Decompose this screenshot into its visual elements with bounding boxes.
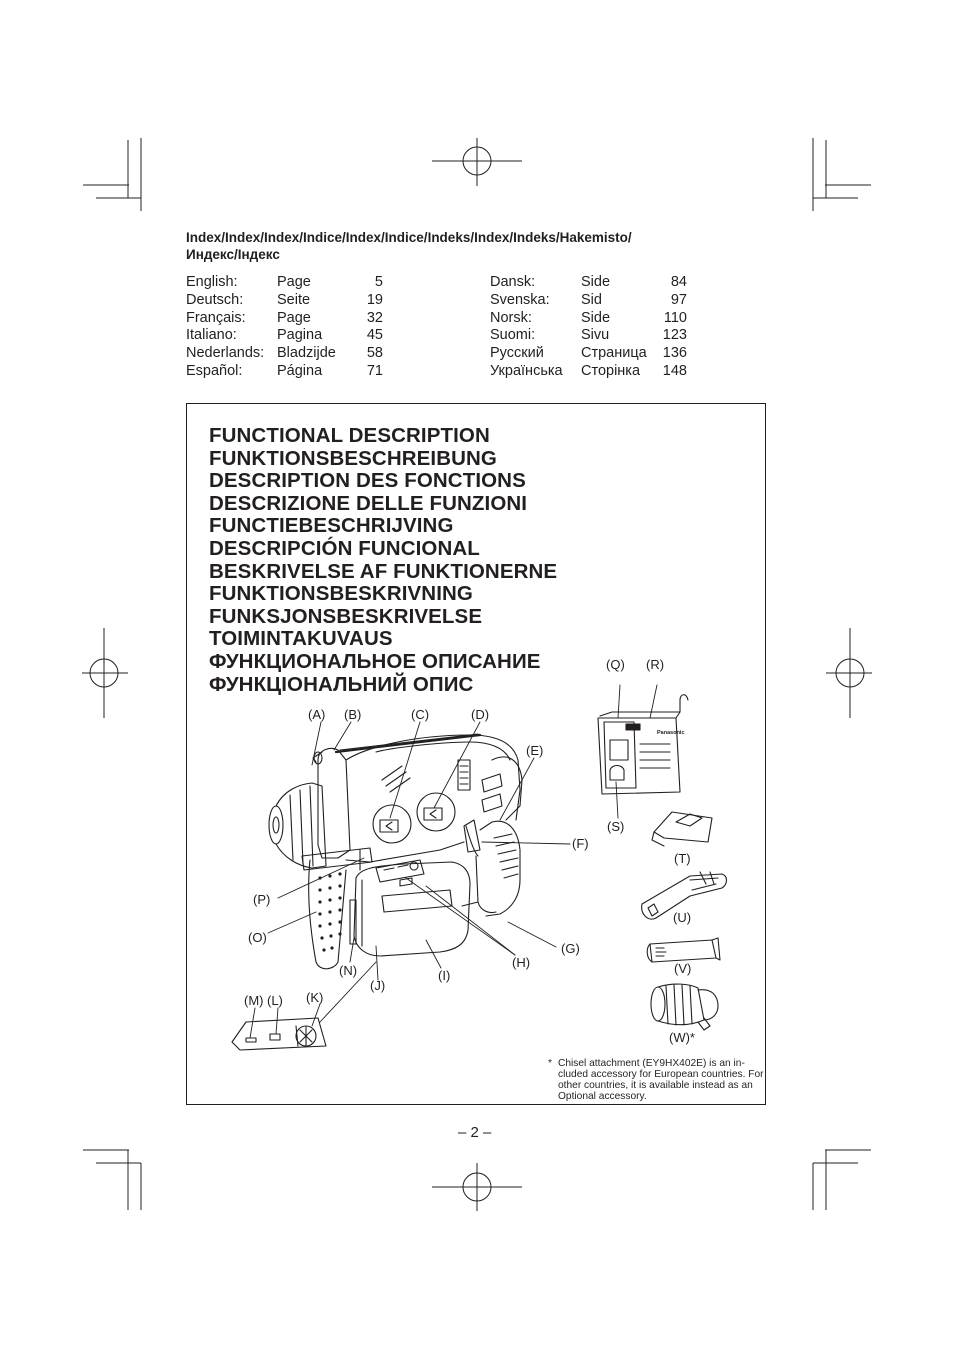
label-m: (M): [244, 993, 264, 1008]
heading-es: DESCRIPCIÓN FUNCIONAL: [209, 536, 480, 560]
label-a: (A): [308, 707, 326, 722]
label-l: (L): [267, 993, 283, 1008]
heading-da: BESKRIVELSE AF FUNKTIONERNE: [209, 559, 558, 583]
heading-it: DESCRIZIONE DELLE FUNZIONI: [209, 491, 528, 515]
index-title-line1: Index/Index/Index/Indice/Index/Indice/Indeks/Index/Indeks/Hakemisto/: [186, 230, 632, 245]
index-row: Svenska: Sid 97: [490, 291, 687, 308]
index-title-line2: Индекс/Індекс: [186, 247, 280, 262]
label-i: (I): [438, 968, 451, 983]
battery-charger-drawing: [598, 695, 688, 794]
label-g: (G): [561, 941, 580, 956]
heading-de: FUNKTIONSBESCHREIBUNG: [209, 446, 497, 470]
label-w: (W)*: [669, 1030, 695, 1045]
heading-nl: FUNCTIEBESCHRIJVING: [209, 514, 454, 538]
label-u: (U): [673, 910, 692, 925]
heading-en: FUNCTIONAL DESCRIPTION: [209, 424, 490, 447]
index-row: English: Page 5: [186, 274, 383, 290]
grease-tube-drawing: [647, 938, 720, 962]
page-number: – 2 –: [458, 1124, 492, 1141]
index-row: Español: Página 71: [186, 362, 383, 379]
label-b: (B): [344, 707, 362, 722]
heading-ru: ФУНКЦИОНАЛЬНОЕ ОПИСАНИЕ: [209, 649, 541, 673]
index-row: Norsk: Side 110: [490, 309, 687, 326]
footnote-marker: *: [548, 1058, 552, 1069]
label-c: (C): [411, 707, 430, 722]
label-r: (R): [646, 657, 665, 672]
heading-no: FUNKSJONSBESKRIVELSE: [209, 604, 483, 628]
label-s: (S): [607, 819, 625, 834]
battery-cover-drawing: [652, 812, 712, 846]
label-f: (F): [572, 836, 589, 851]
label-n: (N): [339, 963, 358, 978]
battery-indicator-detail: [232, 1018, 326, 1050]
index-row: Français: Page 32: [186, 309, 383, 326]
label-p: (P): [253, 892, 271, 907]
index-row: Русский Страница 136: [490, 345, 687, 362]
label-h: (H): [512, 955, 531, 970]
index-row: Nederlands: Bladzijde 58: [186, 345, 383, 362]
index-row: Suomi: Sivu 123: [490, 327, 687, 344]
heading-fr: DESCRIPTION DES FONCTIONS: [209, 469, 526, 493]
label-d: (D): [471, 707, 490, 722]
charger-brand-text: Panasonic: [657, 730, 685, 736]
index-row: Italiano: Pagina 45: [186, 327, 383, 344]
label-o: (O): [248, 930, 267, 945]
heading-uk: ФУНКЦІОНАЛЬНИЙ ОПИС: [209, 672, 474, 696]
label-t: (T): [674, 851, 691, 866]
footnote-text: Chisel attachment (EY9HX402E) is an in-cluded accessory for European countries. For other countries, it is available instead as an Optional accessory.: [558, 1058, 764, 1102]
chisel-attachment-drawing: [651, 984, 718, 1030]
index-row: Dansk: Side 84: [490, 274, 687, 290]
label-e: (E): [526, 743, 544, 758]
label-v: (V): [674, 961, 692, 976]
label-k: (K): [306, 990, 324, 1005]
index-row: Українська Сторінка 148: [490, 362, 687, 379]
index-row: Deutsch: Seite 19: [186, 291, 383, 308]
label-q: (Q): [606, 657, 625, 672]
heading-sv: FUNKTIONSBESKRIVNING: [209, 582, 473, 606]
label-j: (J): [370, 978, 386, 993]
heading-fi: TOIMINTAKUVAUS: [209, 627, 393, 651]
